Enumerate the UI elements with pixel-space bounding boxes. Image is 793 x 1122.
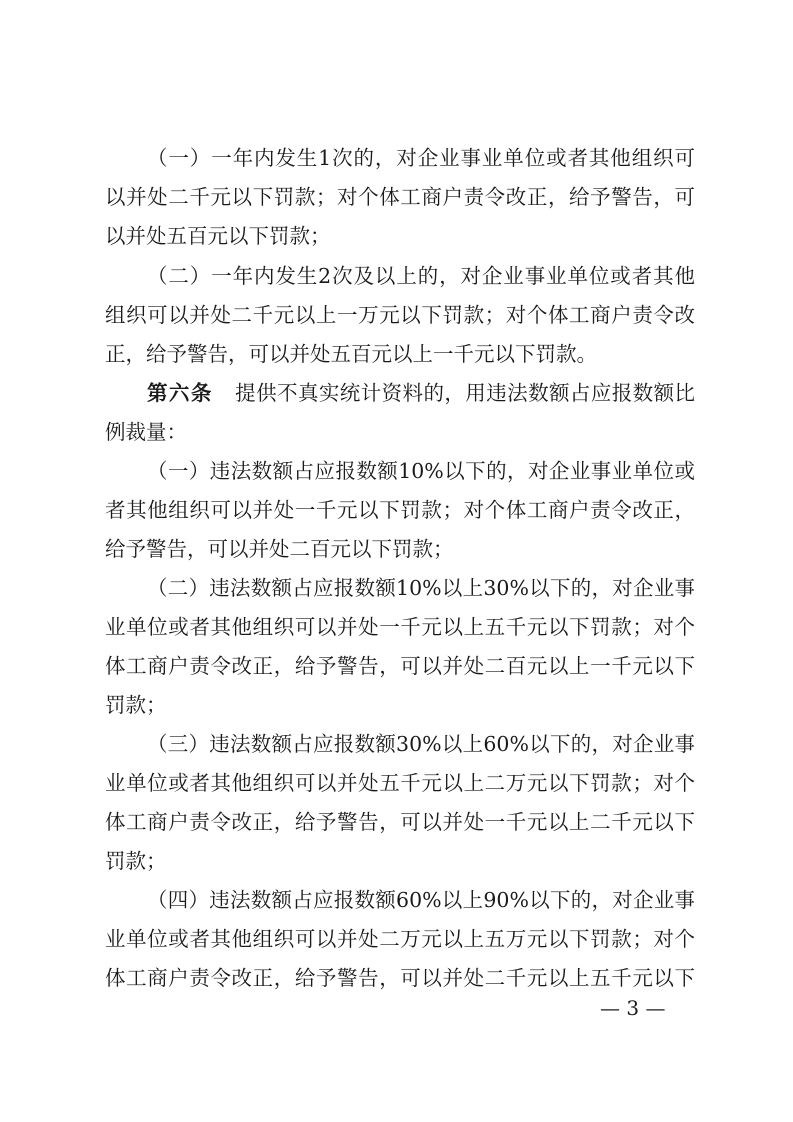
paragraph-line: 业单位或者其他组织可以并处一千元以上五千元以下罚款；对个 (105, 615, 695, 639)
paragraph-line: 业单位或者其他组织可以并处五千元以上二万元以下罚款；对个 (105, 771, 695, 795)
paragraph-line: 者其他组织可以并处一千元以下罚款；对个体工商户责令改正， (105, 498, 695, 522)
paragraph-line: 给予警告，可以并处二百元以下罚款； (105, 537, 454, 561)
page-number: — 3 — (600, 996, 666, 1020)
paragraph-line: 业单位或者其他组织可以并处二万元以上五万元以下罚款；对个 (105, 927, 695, 951)
paragraph-line: 正，给予警告，可以并处五百元以上一千元以下罚款。 (105, 342, 597, 366)
paragraph-line: 组织可以并处二千元以上一万元以下罚款；对个体工商户责令改 (105, 303, 695, 327)
article-text: 提供不真实统计资料的，用违法数额占应报数额比 (234, 381, 696, 405)
paragraph-line: （四）违法数额占应报数额60%以上90%以下的，对企业事 (147, 888, 695, 912)
paragraph-line: 例裁量： (105, 420, 187, 444)
paragraph-line: 体工商户责令改正，给予警告，可以并处二百元以上一千元以下 (105, 654, 695, 678)
paragraph-line: 以并处二千元以下罚款；对个体工商户责令改正，给予警告，可 (105, 185, 695, 209)
article-heading-line (147, 380, 695, 406)
paragraph-line: （一）违法数额占应报数额10%以下的，对企业事业单位或 (147, 459, 695, 483)
paragraph-line: （一）一年内发生1次的，对企业事业单位或者其他组织可 (147, 146, 695, 170)
paragraph-line: （三）违法数额占应报数额30%以上60%以下的，对企业事 (147, 732, 695, 756)
paragraph-line: 体工商户责令改正，给予警告，可以并处一千元以上二千元以下 (105, 810, 695, 834)
paragraph-line: 罚款； (105, 849, 167, 873)
paragraph-line: （二）一年内发生2次及以上的，对企业事业单位或者其他 (147, 264, 695, 288)
paragraph-line: 以并处五百元以下罚款； (105, 224, 331, 248)
paragraph-line: 体工商户责令改正，给予警告，可以并处二千元以上五千元以下 (105, 966, 695, 990)
paragraph-line: （二）违法数额占应报数额10%以上30%以下的，对企业事 (147, 576, 695, 600)
paragraph-line: 罚款； (105, 693, 167, 717)
article-number: 第六条 (147, 381, 213, 405)
